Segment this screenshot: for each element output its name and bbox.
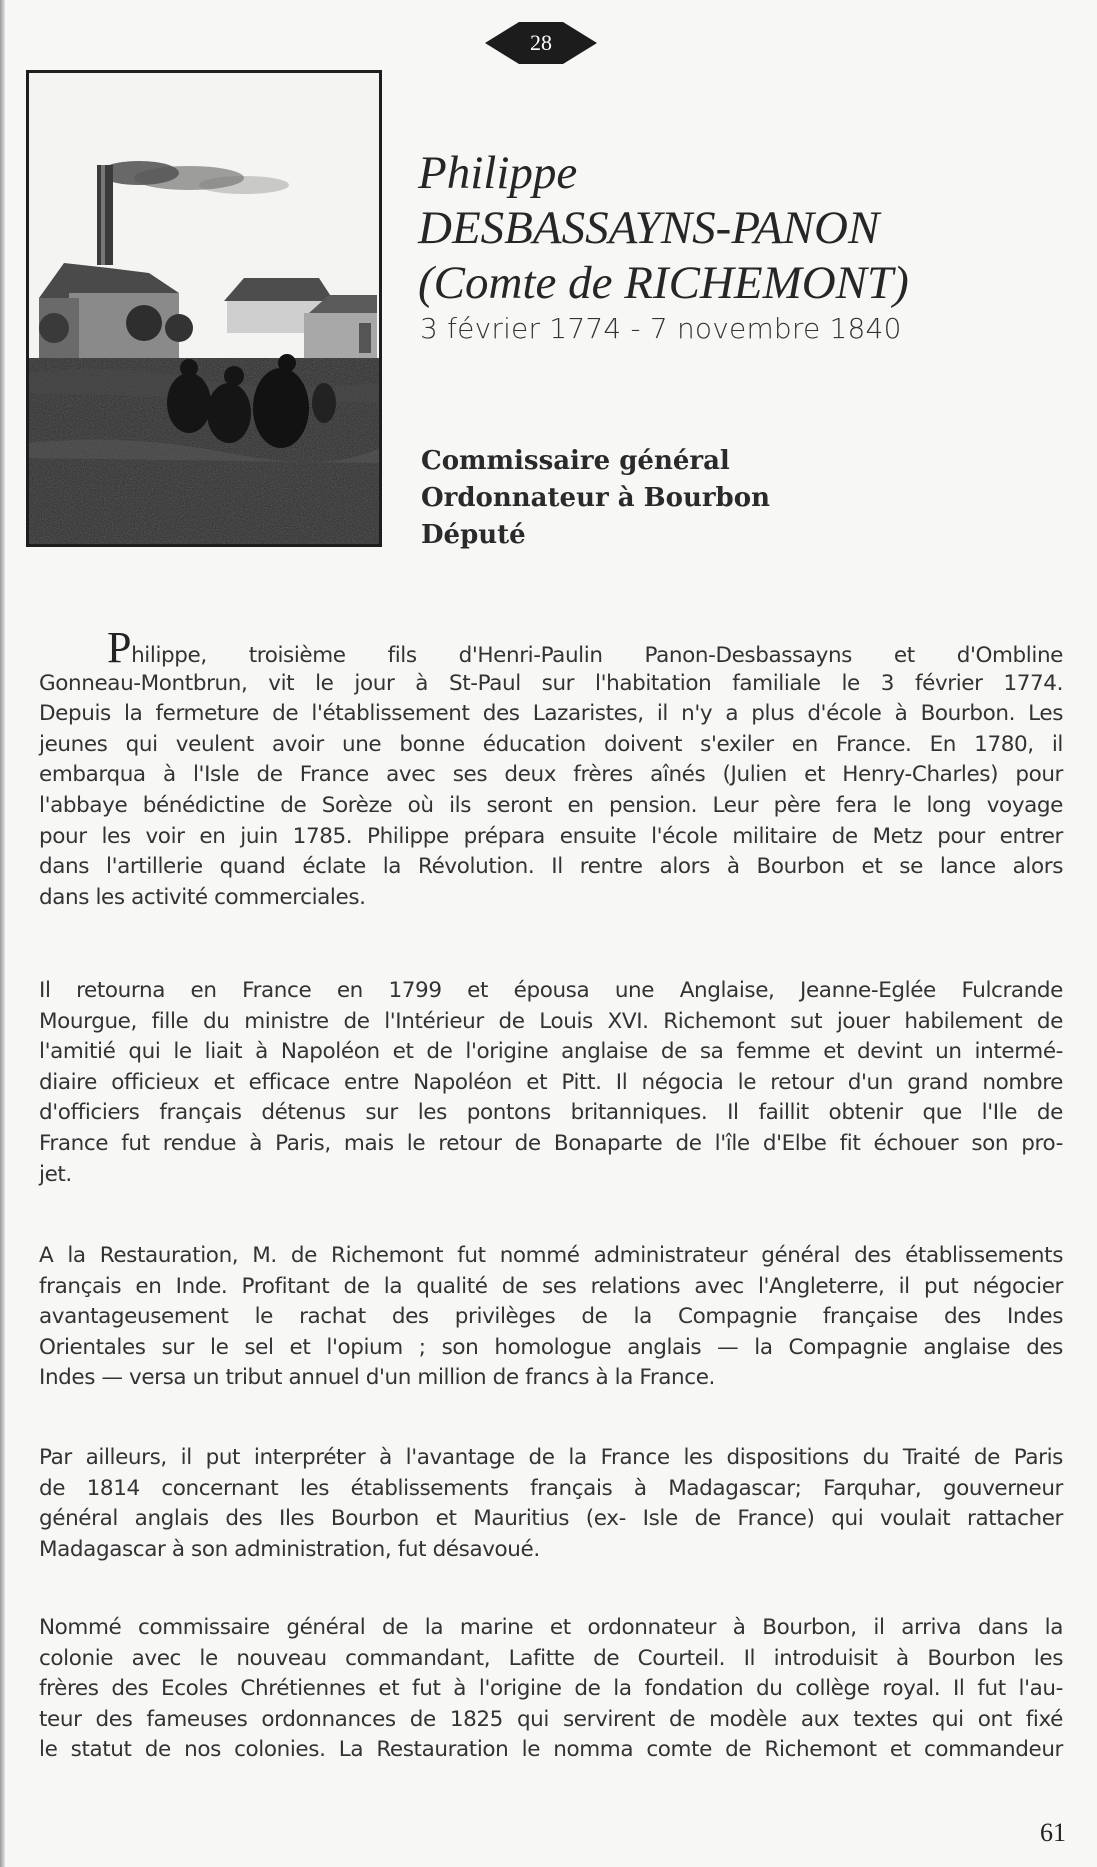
- role-item: Ordonnateur à Bourbon: [421, 483, 770, 513]
- text-line: A la Restauration, M. de Richemont fut nommé administrateur général des établissements: [39, 1243, 1063, 1268]
- text-line: Philippe, troisième fils d'Henri-Paulin Panon-Desbassayns et d'Ombline: [107, 623, 1063, 672]
- text-line: embarqua à l'Isle de France avec ses deux frères aînés (Julien et Henry-Charles) pour: [39, 762, 1063, 788]
- title-noble-title: (Comte de RICHEMONT): [418, 257, 909, 309]
- text-line: diaire officieux et efficace entre Napoléon et Pitt. Il négocia le retour d'un grand nombre: [39, 1069, 1063, 1095]
- paragraph-1: [39, 623, 1063, 913]
- text-line: Madagascar à son administration, fut désavoué.: [39, 1536, 540, 1562]
- text-line: Mourgue, fille du ministre de l'Intérieur de Louis XVI. Richemont sut jouer habilement de: [39, 1008, 1063, 1034]
- paragraph-5: [39, 1613, 1063, 1766]
- historical-illustration: [26, 70, 382, 547]
- text-line: l'abbaye bénédictine de Sorèze où ils seront en pension. Leur père fera le long voyage: [39, 792, 1063, 818]
- sugar-factory-engraving: [29, 73, 379, 544]
- text-line: l'amitié qui le liait à Napoléon et de l'origine anglaise de sa femme et devint un intermé-: [39, 1039, 1063, 1065]
- scan-edge: [0, 0, 5, 1867]
- text-line: Gonneau-Montbrun, vit le jour à St-Paul sur l'habitation familiale le 3 février 1774.: [39, 670, 1063, 696]
- drop-cap: P: [107, 623, 132, 672]
- role-item: Député: [421, 520, 526, 550]
- text-line: d'officiers français détenus sur les pontons britanniques. Il faillit obtenir que l'Ile de: [39, 1100, 1063, 1126]
- paragraph-4: [39, 1443, 1063, 1565]
- text-line: Par ailleurs, il put interpréter à l'avantage de la France les dispositions du Traité de Paris: [39, 1445, 1063, 1470]
- text-line: colonie avec le nouveau commandant, Lafitte de Courteil. Il introduisit à Bourbon les: [39, 1645, 1063, 1671]
- life-dates: 3 février 1774 - 7 novembre 1840: [420, 312, 902, 345]
- page-number: 61: [1040, 1818, 1066, 1847]
- text-line: jeunes qui veulent avoir une bonne éducation doivent s'exiler en France. En 1780, il: [39, 731, 1063, 757]
- text-line: jet.: [39, 1161, 72, 1187]
- biography-title: [418, 146, 909, 311]
- text-line: Il retourna en France en 1799 et épousa une Anglaise, Jeanne-Eglée Fulcrande: [39, 978, 1063, 1003]
- text-line: Nommé commissaire général de la marine et ordonnateur à Bourbon, il arriva dans la: [39, 1615, 1063, 1640]
- title-family-name: DESBASSAYNS-PANON: [418, 202, 880, 254]
- roles-list: [421, 443, 770, 554]
- title-first-name: Philippe: [418, 147, 578, 199]
- role-item: Commissaire général: [421, 446, 730, 476]
- text-line: Indes — versa un tribut annuel d'un million de francs à la France.: [39, 1365, 715, 1391]
- text-line: pour les voir en juin 1785. Philippe prépara ensuite l'école militaire de Metz pour entrer: [39, 823, 1063, 849]
- text-line: France fut rendue à Paris, mais le retour de Bonaparte de l'île d'Elbe fit échouer son pro-: [39, 1130, 1063, 1156]
- paragraph-2: [39, 976, 1063, 1190]
- text-line: dans les activité commerciales.: [39, 884, 366, 910]
- text-line: général anglais des Iles Bourbon et Mauritius (ex- Isle de France) qui voulait rattacher: [39, 1506, 1063, 1532]
- chapter-number: 28: [530, 30, 552, 55]
- text-line: dans l'artillerie quand éclate la Révolution. Il rentre alors à Bourbon et se lance alors: [39, 854, 1063, 880]
- text-line: frères des Ecoles Chrétiennes et fut à l'origine de la fondation du collège royal. Il fut l'au-: [39, 1676, 1063, 1702]
- text-line: Orientales sur le sel et l'opium ; son homologue anglais — la Compagnie anglaise des: [39, 1334, 1063, 1360]
- chapter-number-badge: [485, 22, 597, 64]
- text-line: de 1814 concernant les établissements français à Madagascar; Farquhar, gouverneur: [39, 1475, 1063, 1501]
- text-line: le statut de nos colonies. La Restauration le nomma comte de Richemont et commandeur: [39, 1737, 1063, 1763]
- text-line: Depuis la fermeture de l'établissement des Lazaristes, il n'y a plus d'école à Bourbon. Les: [39, 701, 1063, 727]
- text-line: teur des fameuses ordonnances de 1825 qui servirent de modèle aux textes qui ont fixé: [39, 1706, 1063, 1732]
- text-line: français en Inde. Profitant de la qualité de ses relations avec l'Angleterre, il put négocier: [39, 1273, 1063, 1299]
- paragraph-3: [39, 1241, 1063, 1394]
- text-line: avantageusement le rachat des privilèges de la Compagnie française des Indes: [39, 1304, 1063, 1330]
